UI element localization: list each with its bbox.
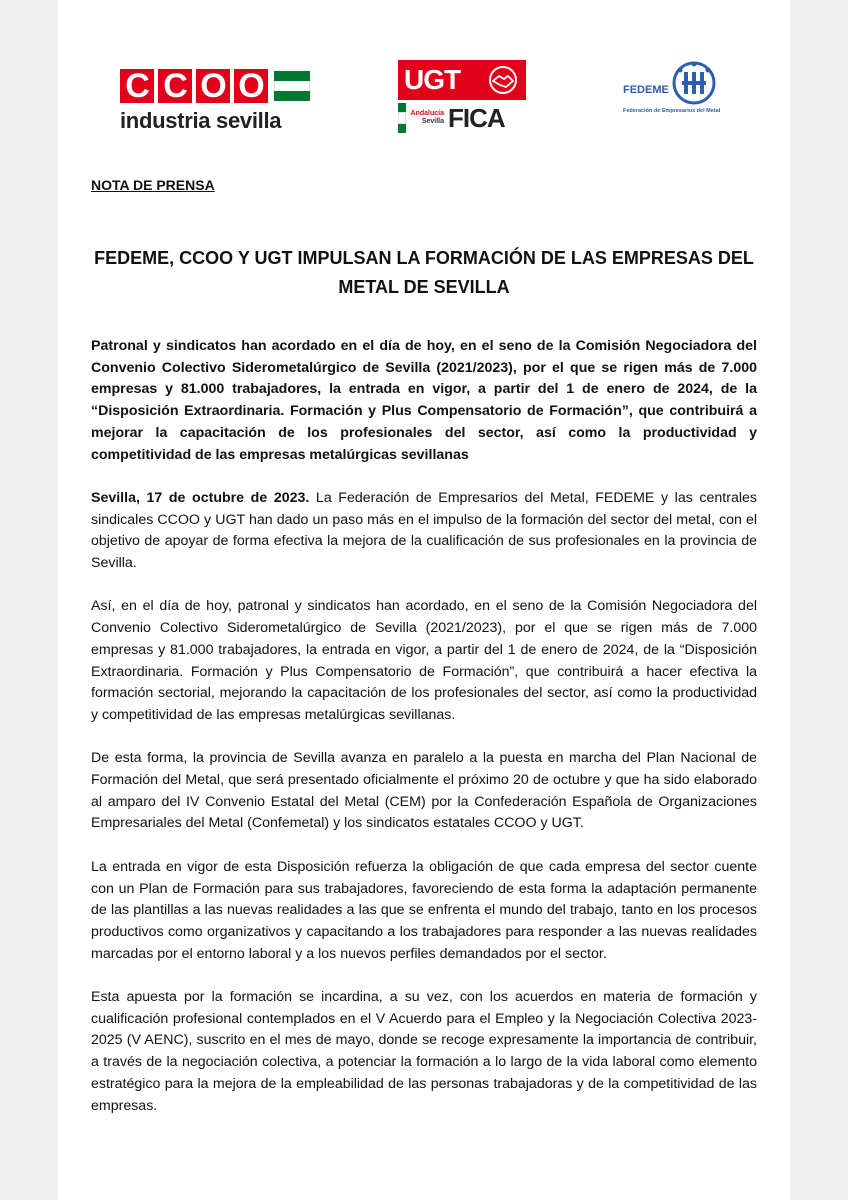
ugt-federation: FICA [448,102,505,133]
ccoo-letter: O [234,69,268,103]
body-paragraph: Esta apuesta por la formación se incardina, a su vez, con los acuerdos en materia de formación y cualificación profesional contemplados en el V Acuerdo para el Empleo y la Negociación Colectiva 2023-2025 (V AENC), suscrito en el mes de mayo, donde se recoge expresamente la importancia de contribuir, a través de la negociación colectiva, a potenciar la formación a lo largo de la vida laboral como elemento estratégico para la mejora de la empleabilidad de las personas trabajadoras y de la competitividad de las empresas. [91,989,757,1114]
andalusia-flag-icon [398,103,406,133]
ccoo-letter: O [196,69,230,103]
fedeme-name: FEDEME [623,84,669,96]
logo-header [58,60,790,140]
ccoo-subtitle: industria sevilla [120,108,282,133]
body-paragraph [91,488,757,575]
title-line: FEDEME, CCOO Y UGT IMPULSAN LA FORMACIÓN DE LAS EMPRESAS DEL [94,248,754,268]
body-paragraph: Así, en el día de hoy, patronal y sindicatos han acordado, en el seno de la Comisión Negociadora del Convenio Colectivo Siderometalúrgico de Sevilla (2021/2023), por el que se rigen más de 7.000 empresas y 81.000 trabajadores, la entrada en vigor, a partir del 1 de enero de 2024, de la “Disposición Extraordinaria. Formación y Plus Compensatorio de Formación”, que contribuirá a hacer efectiva la formación sectorial, mejorando la capacitación de los profesionales del sector, así como la productividad y competitividad de las empresas metalúrgicas sevillanas. [91,598,757,723]
fedeme-emblem-icon [671,60,717,106]
body-paragraph: De esta forma, la provincia de Sevilla avanza en paralelo a la puesta en marcha del Plan Nacional de Formación del Metal, que será presentado oficialmente el próximo 20 de octubre y que ha sido elaborado al amparo del IV Convenio Estatal del Metal (CEM) por la Confederación Española de Organizaciones Empresariales del Metal (Confemetal) y los sindicatos estatales CCOO y UGT. [91,750,757,832]
page-title [58,244,790,302]
fedeme-logo [623,60,723,140]
body-paragraph: La entrada en vigor de esta Disposición refuerza la obligación de que cada empresa del sector cuente con un Plan de Formación para sus trabajadores, favoreciendo de esta forma la adaptación permanente de las plantillas a las nuevas realidades a las que se enfrenta el mundo del trabajo, tanto en los procesos productivos como organizativos y capacitando a los trabajadores para responder a las nuevas realidades marcadas por el entorno laboral y a los nuevos perfiles demandados por el sector. [91,858,757,962]
press-release-label: NOTA DE PRENSA [91,177,215,193]
handshake-icon [486,65,520,95]
ugt-region: Andalucía [410,110,444,117]
ccoo-letter: C [120,69,154,103]
ccoo-letter: C [158,69,192,103]
title-line: METAL DE SEVILLA [338,277,510,297]
ugt-logo [398,60,526,136]
fedeme-subtitle: Federación de Empresarios del Metal [623,108,721,114]
ugt-city: Sevilla [421,118,444,125]
document-body [91,336,757,1117]
paragraph-text: La Federación de Empresarios del Metal, FEDEME y las centrales sindicales CCOO y UGT han dado un paso más en el impulso de la formación del sector del metal, con el objetivo de apoyar de forma efectiva la mejora de la cualificación de sus profesionales en la provincia de Sevilla. [91,489,757,572]
dateline: Sevilla, 17 de octubre de 2023. [91,489,310,506]
andalusia-flag-icon [274,71,310,101]
ccoo-logo [120,66,312,136]
ugt-title: UGT [404,64,461,95]
lead-paragraph: Patronal y sindicatos han acordado en el día de hoy, en el seno de la Comisión Negociadora del Convenio Colectivo Siderometalúrgico de Sevilla (2021/2023), por el que se rigen más de 7.000 empresas y 81.000 trabajadores, la entrada en vigor, a partir del 1 de enero de 2024, de la “Disposición Extraordinaria. Formación y Plus Compensatorio de Formación”, que contribuirá a mejorar la capacitación de los profesionales del sector, así como la productividad y competitividad de las empresas metalúrgicas sevillanas [91,338,757,463]
document-page [58,0,790,1200]
